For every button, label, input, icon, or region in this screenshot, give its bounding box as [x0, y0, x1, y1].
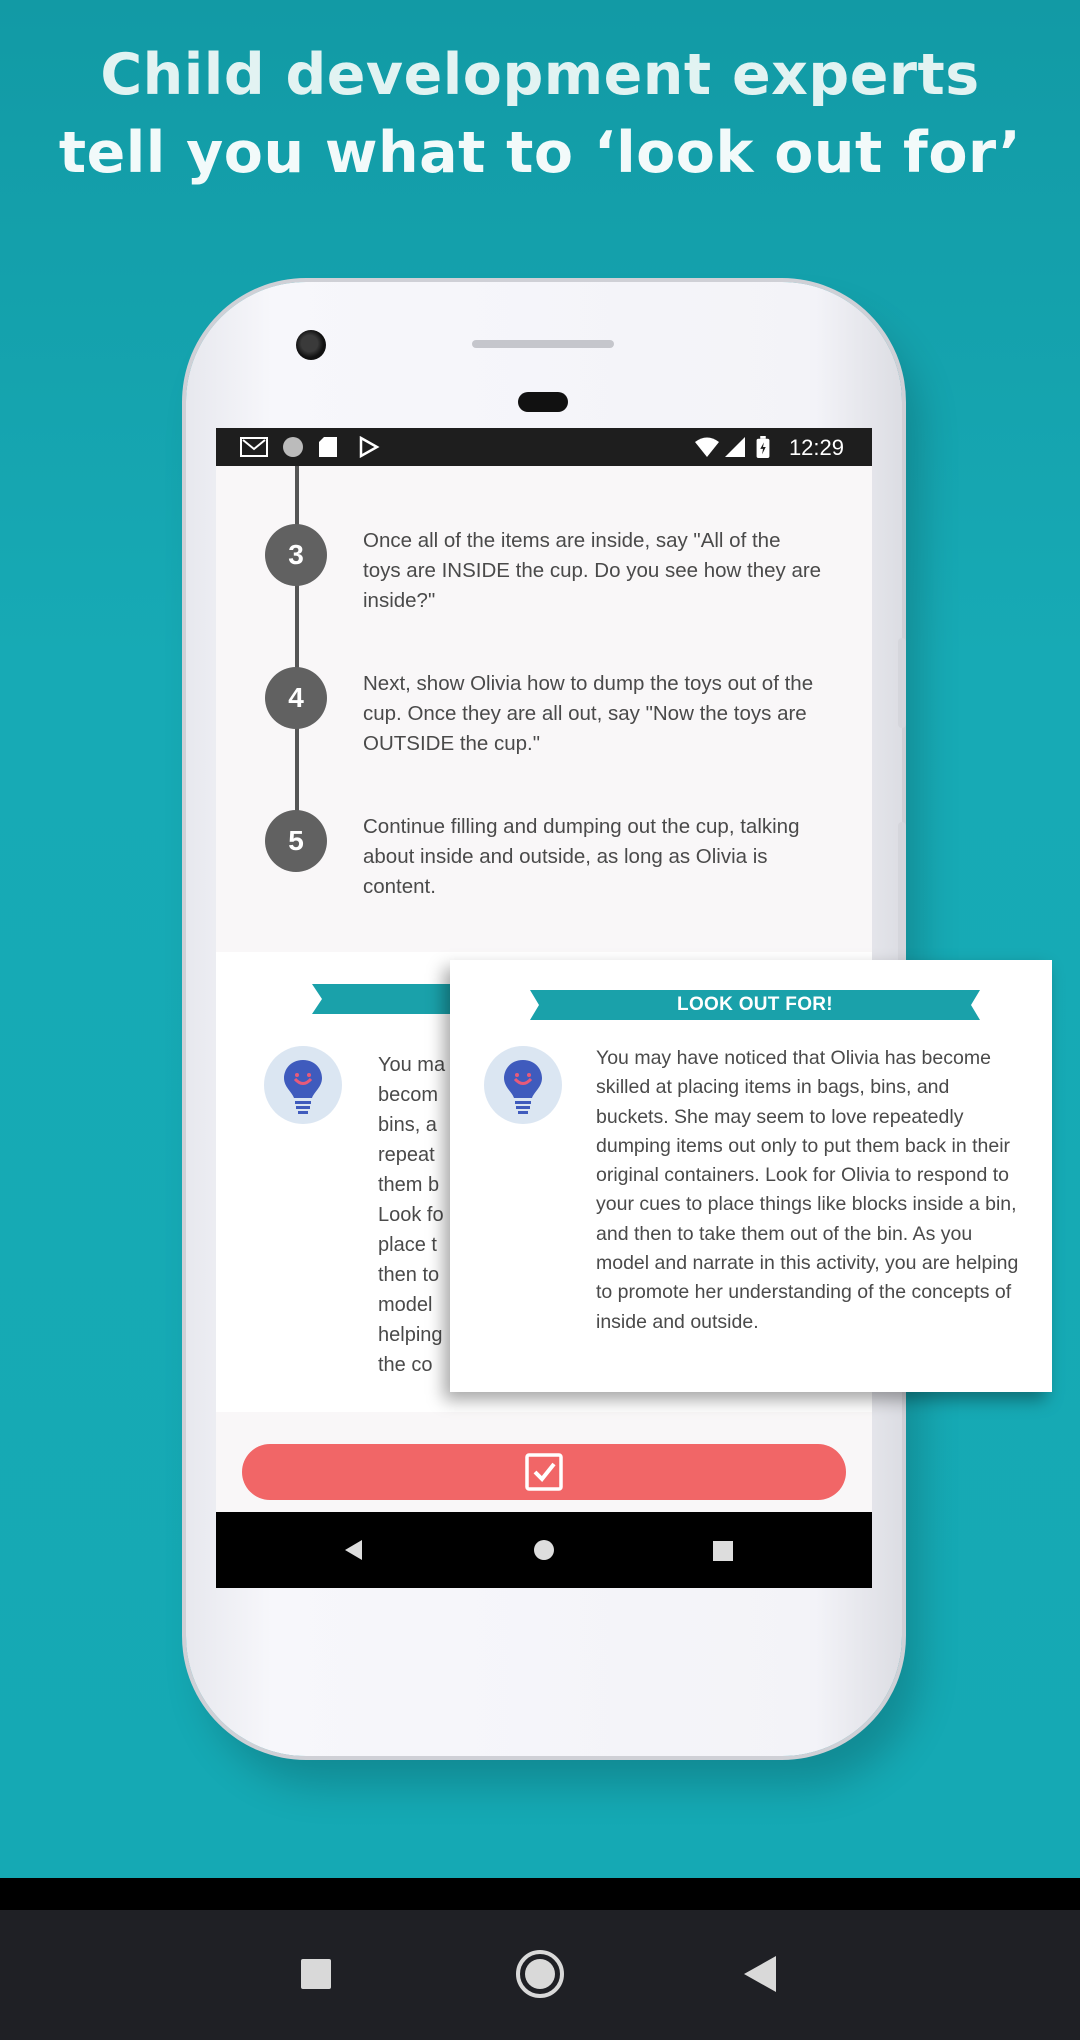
lightbulb-icon: [484, 1046, 562, 1124]
gmail-icon: [240, 436, 268, 458]
headline-line-1: Child development experts: [100, 42, 980, 108]
lightbulb-icon: [264, 1046, 342, 1124]
card-text-line: then to: [378, 1264, 440, 1286]
recents-icon[interactable]: [712, 1540, 734, 1562]
promo-headline: [0, 36, 1080, 192]
phone-side-button: [898, 638, 906, 728]
front-camera: [296, 330, 326, 360]
home-icon[interactable]: [532, 1538, 556, 1562]
sd-card-icon: [318, 436, 338, 458]
proximity-sensor: [518, 392, 568, 412]
card-text-line: repeat: [378, 1144, 435, 1166]
card-text-line: helping: [378, 1324, 443, 1346]
circle-icon: [282, 436, 304, 458]
step-text: Once all of the items are inside, say "All of the toys are INSIDE the cup. Do you see how they are inside?": [363, 529, 822, 612]
complete-activity-button[interactable]: [242, 1444, 846, 1500]
recents-button[interactable]: [300, 1958, 332, 1990]
signal-icon: [724, 436, 746, 458]
status-time: 12:29: [788, 435, 844, 460]
card-text-line: the co: [378, 1354, 433, 1376]
look-out-for-title: LOOK OUT FOR!: [677, 994, 833, 1015]
card-text-line: becom: [378, 1084, 439, 1106]
card-text-line: You ma: [378, 1054, 446, 1076]
step-text: Next, show Olivia how to dump the toys out of the cup. Once they are all out, say "Now the toys are OUTSIDE the cup.": [363, 672, 814, 755]
underlying-card-text: [378, 1050, 448, 1380]
step-number-badge: 3: [265, 524, 327, 586]
phone-side-button: [898, 822, 906, 982]
card-text-line: them b: [378, 1174, 440, 1196]
card-text-line: bins, a: [378, 1114, 437, 1136]
card-text-line: model: [378, 1294, 433, 1316]
play-store-icon: [358, 436, 380, 458]
screen-divider-band: [0, 1878, 1080, 1910]
system-navigation-bar: [0, 1910, 1080, 2040]
back-icon[interactable]: [342, 1538, 364, 1562]
bulb-icon-background: [484, 1046, 562, 1124]
checkbox-check-icon: [525, 1453, 563, 1491]
back-button[interactable]: [742, 1954, 778, 1994]
step-number-badge: 5: [265, 810, 327, 872]
card-text-line: Look fo: [378, 1204, 444, 1226]
headline-line-2: tell you what to ‘look out for’: [58, 120, 1022, 186]
home-button[interactable]: [514, 1948, 566, 2000]
look-out-for-text: You may have noticed that Olivia has become skilled at placing items in bags, bins, and buckets. She may seem to love repeatedly dumping items out only to put them back in their original containers. Look for Olivia to respond to your cues to place things like blocks inside a bin, and then to take them out of the bin. As you model and narrate in this activity, you are helping to promote her understanding of the concepts of inside and outside.: [596, 1047, 1019, 1333]
wifi-icon: [694, 436, 720, 458]
bulb-icon-background: [264, 1046, 342, 1124]
card-text-line: place t: [378, 1234, 437, 1256]
look-out-for-card: [450, 960, 1052, 1392]
earpiece-speaker: [472, 340, 614, 348]
step-text: Continue filling and dumping out the cup, talking about inside and outside, as long as Olivia is content.: [363, 815, 800, 898]
step-number-badge: 4: [265, 667, 327, 729]
battery-icon: [756, 436, 770, 458]
phone-navigation-bar: [216, 1512, 872, 1588]
status-bar: [216, 428, 872, 466]
